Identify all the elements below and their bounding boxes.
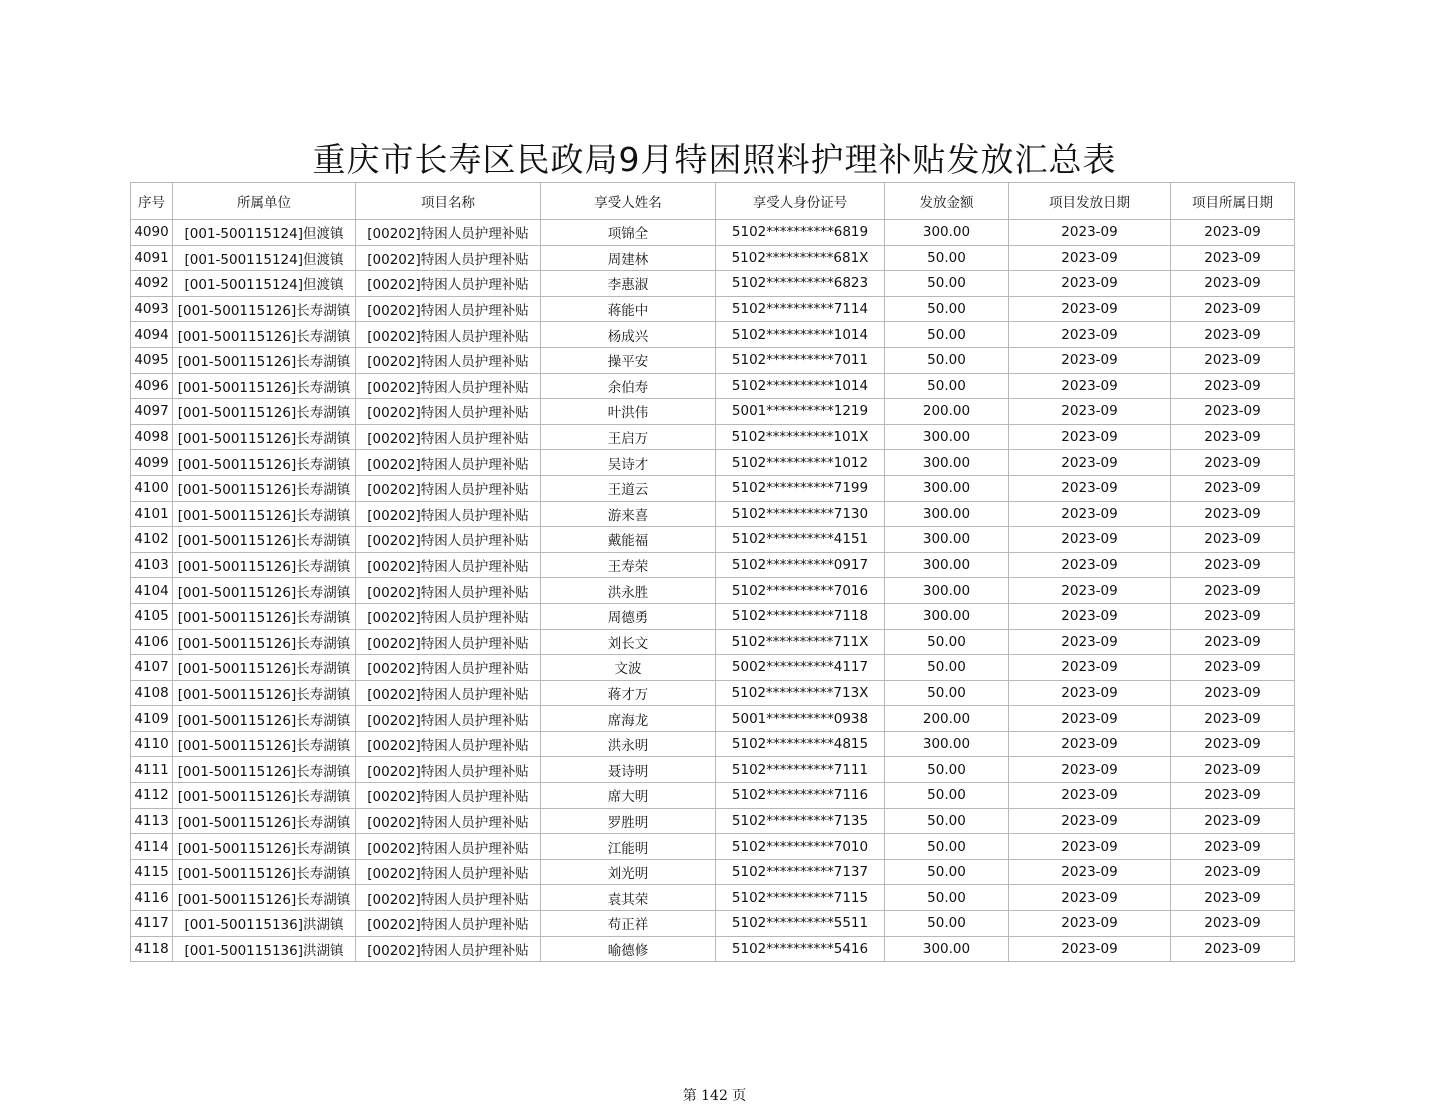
project-cell: [00202]特困人员护理补贴 xyxy=(356,783,541,809)
index-cell: 4100 xyxy=(131,475,173,501)
project-cell: [00202]特困人员护理补贴 xyxy=(356,450,541,476)
amount-cell: 50.00 xyxy=(885,629,1009,655)
index-cell: 4094 xyxy=(131,322,173,348)
col-header-amount: 发放金额 xyxy=(885,183,1009,220)
project-cell: [00202]特困人员护理补贴 xyxy=(356,629,541,655)
amount-cell: 300.00 xyxy=(885,731,1009,757)
project-cell: [00202]特困人员护理补贴 xyxy=(356,552,541,578)
table-row xyxy=(131,629,1295,655)
table-row xyxy=(131,731,1295,757)
amount-cell: 300.00 xyxy=(885,450,1009,476)
period-date-cell: 2023-09 xyxy=(1171,808,1295,834)
name-cell: 洪永胜 xyxy=(541,578,716,604)
project-cell: [00202]特困人员护理补贴 xyxy=(356,322,541,348)
name-cell: 王道云 xyxy=(541,475,716,501)
issue-date-cell: 2023-09 xyxy=(1009,424,1171,450)
period-date-cell: 2023-09 xyxy=(1171,475,1295,501)
issue-date-cell: 2023-09 xyxy=(1009,347,1171,373)
project-cell: [00202]特困人员护理补贴 xyxy=(356,757,541,783)
amount-cell: 50.00 xyxy=(885,296,1009,322)
amount-cell: 300.00 xyxy=(885,475,1009,501)
name-cell: 江能明 xyxy=(541,834,716,860)
col-header-id-number: 享受人身份证号 xyxy=(716,183,885,220)
index-cell: 4098 xyxy=(131,424,173,450)
name-cell: 李惠淑 xyxy=(541,271,716,297)
table-row xyxy=(131,655,1295,681)
name-cell: 叶洪伟 xyxy=(541,399,716,425)
period-date-cell: 2023-09 xyxy=(1171,603,1295,629)
unit-cell: [001-500115126]长寿湖镇 xyxy=(173,578,356,604)
project-cell: [00202]特困人员护理补贴 xyxy=(356,475,541,501)
id-number-cell: 5102**********7111 xyxy=(716,757,885,783)
project-cell: [00202]特困人员护理补贴 xyxy=(356,731,541,757)
project-cell: [00202]特困人员护理补贴 xyxy=(356,680,541,706)
unit-cell: [001-500115126]长寿湖镇 xyxy=(173,424,356,450)
id-number-cell: 5102**********7016 xyxy=(716,578,885,604)
issue-date-cell: 2023-09 xyxy=(1009,475,1171,501)
project-cell: [00202]特困人员护理补贴 xyxy=(356,706,541,732)
amount-cell: 300.00 xyxy=(885,578,1009,604)
col-header-name: 享受人姓名 xyxy=(541,183,716,220)
id-number-cell: 5102**********6823 xyxy=(716,271,885,297)
project-cell: [00202]特困人员护理补贴 xyxy=(356,399,541,425)
period-date-cell: 2023-09 xyxy=(1171,680,1295,706)
unit-cell: [001-500115126]长寿湖镇 xyxy=(173,680,356,706)
period-date-cell: 2023-09 xyxy=(1171,885,1295,911)
table-row xyxy=(131,757,1295,783)
table-body xyxy=(131,220,1295,962)
unit-cell: [001-500115126]长寿湖镇 xyxy=(173,834,356,860)
period-date-cell: 2023-09 xyxy=(1171,220,1295,246)
project-cell: [00202]特困人员护理补贴 xyxy=(356,859,541,885)
id-number-cell: 5102**********6819 xyxy=(716,220,885,246)
issue-date-cell: 2023-09 xyxy=(1009,373,1171,399)
index-cell: 4111 xyxy=(131,757,173,783)
index-cell: 4106 xyxy=(131,629,173,655)
table-row xyxy=(131,808,1295,834)
col-header-period-date: 项目所属日期 xyxy=(1171,183,1295,220)
amount-cell: 50.00 xyxy=(885,347,1009,373)
index-cell: 4114 xyxy=(131,834,173,860)
issue-date-cell: 2023-09 xyxy=(1009,731,1171,757)
issue-date-cell: 2023-09 xyxy=(1009,322,1171,348)
period-date-cell: 2023-09 xyxy=(1171,731,1295,757)
period-date-cell: 2023-09 xyxy=(1171,322,1295,348)
id-number-cell: 5102**********0917 xyxy=(716,552,885,578)
period-date-cell: 2023-09 xyxy=(1171,347,1295,373)
project-cell: [00202]特困人员护理补贴 xyxy=(356,527,541,553)
unit-cell: [001-500115126]长寿湖镇 xyxy=(173,629,356,655)
name-cell: 周德勇 xyxy=(541,603,716,629)
name-cell: 戴能福 xyxy=(541,527,716,553)
table-row xyxy=(131,373,1295,399)
name-cell: 聂诗明 xyxy=(541,757,716,783)
period-date-cell: 2023-09 xyxy=(1171,373,1295,399)
table-row xyxy=(131,527,1295,553)
index-cell: 4103 xyxy=(131,552,173,578)
table-row xyxy=(131,706,1295,732)
unit-cell: [001-500115126]长寿湖镇 xyxy=(173,603,356,629)
issue-date-cell: 2023-09 xyxy=(1009,859,1171,885)
unit-cell: [001-500115136]洪湖镇 xyxy=(173,911,356,937)
name-cell: 王寿荣 xyxy=(541,552,716,578)
issue-date-cell: 2023-09 xyxy=(1009,450,1171,476)
table-row xyxy=(131,475,1295,501)
issue-date-cell: 2023-09 xyxy=(1009,834,1171,860)
period-date-cell: 2023-09 xyxy=(1171,424,1295,450)
id-number-cell: 5102**********4815 xyxy=(716,731,885,757)
table-row xyxy=(131,271,1295,297)
issue-date-cell: 2023-09 xyxy=(1009,603,1171,629)
amount-cell: 300.00 xyxy=(885,936,1009,962)
id-number-cell: 5001**********0938 xyxy=(716,706,885,732)
id-number-cell: 5002**********4117 xyxy=(716,655,885,681)
id-number-cell: 5102**********7199 xyxy=(716,475,885,501)
project-cell: [00202]特困人员护理补贴 xyxy=(356,271,541,297)
table-row xyxy=(131,859,1295,885)
amount-cell: 300.00 xyxy=(885,527,1009,553)
id-number-cell: 5102**********1014 xyxy=(716,373,885,399)
period-date-cell: 2023-09 xyxy=(1171,757,1295,783)
header-row xyxy=(131,183,1295,220)
issue-date-cell: 2023-09 xyxy=(1009,757,1171,783)
amount-cell: 300.00 xyxy=(885,552,1009,578)
id-number-cell: 5102**********7011 xyxy=(716,347,885,373)
index-cell: 4112 xyxy=(131,783,173,809)
index-cell: 4090 xyxy=(131,220,173,246)
project-cell: [00202]特困人员护理补贴 xyxy=(356,936,541,962)
project-cell: [00202]特困人员护理补贴 xyxy=(356,347,541,373)
unit-cell: [001-500115124]但渡镇 xyxy=(173,245,356,271)
id-number-cell: 5102**********7135 xyxy=(716,808,885,834)
issue-date-cell: 2023-09 xyxy=(1009,245,1171,271)
index-cell: 4109 xyxy=(131,706,173,732)
name-cell: 刘长文 xyxy=(541,629,716,655)
index-cell: 4105 xyxy=(131,603,173,629)
amount-cell: 50.00 xyxy=(885,373,1009,399)
project-cell: [00202]特困人员护理补贴 xyxy=(356,296,541,322)
unit-cell: [001-500115126]长寿湖镇 xyxy=(173,296,356,322)
page-title: 重庆市长寿区民政局9月特困照料护理补贴发放汇总表 xyxy=(312,140,1117,179)
id-number-cell: 5102**********4151 xyxy=(716,527,885,553)
issue-date-cell: 2023-09 xyxy=(1009,399,1171,425)
index-cell: 4116 xyxy=(131,885,173,911)
amount-cell: 50.00 xyxy=(885,911,1009,937)
table-row xyxy=(131,501,1295,527)
id-number-cell: 5102**********101X xyxy=(716,424,885,450)
unit-cell: [001-500115126]长寿湖镇 xyxy=(173,347,356,373)
issue-date-cell: 2023-09 xyxy=(1009,706,1171,732)
table-row xyxy=(131,936,1295,962)
name-cell: 袁其荣 xyxy=(541,885,716,911)
project-cell: [00202]特困人员护理补贴 xyxy=(356,911,541,937)
id-number-cell: 5102**********7114 xyxy=(716,296,885,322)
period-date-cell: 2023-09 xyxy=(1171,271,1295,297)
index-cell: 4092 xyxy=(131,271,173,297)
issue-date-cell: 2023-09 xyxy=(1009,936,1171,962)
project-cell: [00202]特困人员护理补贴 xyxy=(356,424,541,450)
name-cell: 蒋能中 xyxy=(541,296,716,322)
id-number-cell: 5102**********713X xyxy=(716,680,885,706)
table-row xyxy=(131,296,1295,322)
index-cell: 4099 xyxy=(131,450,173,476)
unit-cell: [001-500115126]长寿湖镇 xyxy=(173,399,356,425)
id-number-cell: 5001**********1219 xyxy=(716,399,885,425)
col-header-index: 序号 xyxy=(131,183,173,220)
id-number-cell: 5102**********7010 xyxy=(716,834,885,860)
period-date-cell: 2023-09 xyxy=(1171,834,1295,860)
unit-cell: [001-500115126]长寿湖镇 xyxy=(173,322,356,348)
project-cell: [00202]特困人员护理补贴 xyxy=(356,373,541,399)
period-date-cell: 2023-09 xyxy=(1171,783,1295,809)
table-row xyxy=(131,347,1295,373)
unit-cell: [001-500115126]长寿湖镇 xyxy=(173,757,356,783)
issue-date-cell: 2023-09 xyxy=(1009,783,1171,809)
issue-date-cell: 2023-09 xyxy=(1009,911,1171,937)
table-row xyxy=(131,220,1295,246)
issue-date-cell: 2023-09 xyxy=(1009,271,1171,297)
unit-cell: [001-500115126]长寿湖镇 xyxy=(173,859,356,885)
amount-cell: 50.00 xyxy=(885,322,1009,348)
table-row xyxy=(131,322,1295,348)
index-cell: 4113 xyxy=(131,808,173,834)
col-header-project: 项目名称 xyxy=(356,183,541,220)
issue-date-cell: 2023-09 xyxy=(1009,885,1171,911)
issue-date-cell: 2023-09 xyxy=(1009,527,1171,553)
name-cell: 喻德修 xyxy=(541,936,716,962)
unit-cell: [001-500115126]长寿湖镇 xyxy=(173,450,356,476)
index-cell: 4108 xyxy=(131,680,173,706)
name-cell: 杨成兴 xyxy=(541,322,716,348)
project-cell: [00202]特困人员护理补贴 xyxy=(356,885,541,911)
col-header-issue-date: 项目发放日期 xyxy=(1009,183,1171,220)
unit-cell: [001-500115124]但渡镇 xyxy=(173,220,356,246)
period-date-cell: 2023-09 xyxy=(1171,527,1295,553)
amount-cell: 300.00 xyxy=(885,424,1009,450)
id-number-cell: 5102**********7116 xyxy=(716,783,885,809)
name-cell: 罗胜明 xyxy=(541,808,716,834)
unit-cell: [001-500115126]长寿湖镇 xyxy=(173,808,356,834)
period-date-cell: 2023-09 xyxy=(1171,655,1295,681)
amount-cell: 50.00 xyxy=(885,680,1009,706)
period-date-cell: 2023-09 xyxy=(1171,296,1295,322)
id-number-cell: 5102**********1012 xyxy=(716,450,885,476)
id-number-cell: 5102**********7115 xyxy=(716,885,885,911)
amount-cell: 200.00 xyxy=(885,399,1009,425)
index-cell: 4096 xyxy=(131,373,173,399)
period-date-cell: 2023-09 xyxy=(1171,936,1295,962)
issue-date-cell: 2023-09 xyxy=(1009,808,1171,834)
amount-cell: 50.00 xyxy=(885,271,1009,297)
id-number-cell: 5102**********7137 xyxy=(716,859,885,885)
unit-cell: [001-500115126]长寿湖镇 xyxy=(173,552,356,578)
amount-cell: 200.00 xyxy=(885,706,1009,732)
table-row xyxy=(131,578,1295,604)
name-cell: 吴诗才 xyxy=(541,450,716,476)
name-cell: 余伯寿 xyxy=(541,373,716,399)
col-header-unit: 所属单位 xyxy=(173,183,356,220)
amount-cell: 50.00 xyxy=(885,655,1009,681)
table-row xyxy=(131,552,1295,578)
issue-date-cell: 2023-09 xyxy=(1009,655,1171,681)
name-cell: 刘光明 xyxy=(541,859,716,885)
amount-cell: 50.00 xyxy=(885,834,1009,860)
index-cell: 4104 xyxy=(131,578,173,604)
table-row xyxy=(131,603,1295,629)
project-cell: [00202]特困人员护理补贴 xyxy=(356,655,541,681)
name-cell: 席海龙 xyxy=(541,706,716,732)
name-cell: 项锦全 xyxy=(541,220,716,246)
period-date-cell: 2023-09 xyxy=(1171,629,1295,655)
table-row xyxy=(131,399,1295,425)
unit-cell: [001-500115126]长寿湖镇 xyxy=(173,783,356,809)
table-row xyxy=(131,245,1295,271)
amount-cell: 50.00 xyxy=(885,885,1009,911)
summary-table xyxy=(130,182,1295,962)
unit-cell: [001-500115126]长寿湖镇 xyxy=(173,885,356,911)
table-row xyxy=(131,911,1295,937)
id-number-cell: 5102**********1014 xyxy=(716,322,885,348)
project-cell: [00202]特困人员护理补贴 xyxy=(356,603,541,629)
unit-cell: [001-500115136]洪湖镇 xyxy=(173,936,356,962)
amount-cell: 300.00 xyxy=(885,603,1009,629)
project-cell: [00202]特困人员护理补贴 xyxy=(356,578,541,604)
page-number: 第 142 页 xyxy=(682,1088,747,1104)
amount-cell: 50.00 xyxy=(885,757,1009,783)
index-cell: 4102 xyxy=(131,527,173,553)
period-date-cell: 2023-09 xyxy=(1171,450,1295,476)
table-row xyxy=(131,424,1295,450)
unit-cell: [001-500115126]长寿湖镇 xyxy=(173,655,356,681)
amount-cell: 50.00 xyxy=(885,783,1009,809)
project-cell: [00202]特困人员护理补贴 xyxy=(356,501,541,527)
issue-date-cell: 2023-09 xyxy=(1009,501,1171,527)
name-cell: 操平安 xyxy=(541,347,716,373)
name-cell: 苟正祥 xyxy=(541,911,716,937)
name-cell: 洪永明 xyxy=(541,731,716,757)
id-number-cell: 5102**********5511 xyxy=(716,911,885,937)
project-cell: [00202]特困人员护理补贴 xyxy=(356,834,541,860)
index-cell: 4107 xyxy=(131,655,173,681)
name-cell: 周建林 xyxy=(541,245,716,271)
issue-date-cell: 2023-09 xyxy=(1009,680,1171,706)
index-cell: 4115 xyxy=(131,859,173,885)
issue-date-cell: 2023-09 xyxy=(1009,296,1171,322)
index-cell: 4110 xyxy=(131,731,173,757)
index-cell: 4117 xyxy=(131,911,173,937)
table-row xyxy=(131,680,1295,706)
table-row xyxy=(131,834,1295,860)
unit-cell: [001-500115126]长寿湖镇 xyxy=(173,501,356,527)
name-cell: 游来喜 xyxy=(541,501,716,527)
id-number-cell: 5102**********711X xyxy=(716,629,885,655)
unit-cell: [001-500115126]长寿湖镇 xyxy=(173,527,356,553)
amount-cell: 300.00 xyxy=(885,501,1009,527)
period-date-cell: 2023-09 xyxy=(1171,399,1295,425)
issue-date-cell: 2023-09 xyxy=(1009,578,1171,604)
issue-date-cell: 2023-09 xyxy=(1009,629,1171,655)
name-cell: 王启万 xyxy=(541,424,716,450)
period-date-cell: 2023-09 xyxy=(1171,552,1295,578)
unit-cell: [001-500115126]长寿湖镇 xyxy=(173,373,356,399)
amount-cell: 50.00 xyxy=(885,245,1009,271)
table-row xyxy=(131,783,1295,809)
name-cell: 文波 xyxy=(541,655,716,681)
period-date-cell: 2023-09 xyxy=(1171,706,1295,732)
period-date-cell: 2023-09 xyxy=(1171,578,1295,604)
table-row xyxy=(131,885,1295,911)
table-row xyxy=(131,450,1295,476)
amount-cell: 300.00 xyxy=(885,220,1009,246)
unit-cell: [001-500115126]长寿湖镇 xyxy=(173,706,356,732)
period-date-cell: 2023-09 xyxy=(1171,245,1295,271)
index-cell: 4093 xyxy=(131,296,173,322)
name-cell: 蒋才万 xyxy=(541,680,716,706)
index-cell: 4097 xyxy=(131,399,173,425)
amount-cell: 50.00 xyxy=(885,808,1009,834)
id-number-cell: 5102**********7130 xyxy=(716,501,885,527)
unit-cell: [001-500115126]长寿湖镇 xyxy=(173,731,356,757)
issue-date-cell: 2023-09 xyxy=(1009,220,1171,246)
period-date-cell: 2023-09 xyxy=(1171,911,1295,937)
project-cell: [00202]特困人员护理补贴 xyxy=(356,220,541,246)
unit-cell: [001-500115126]长寿湖镇 xyxy=(173,475,356,501)
amount-cell: 50.00 xyxy=(885,859,1009,885)
issue-date-cell: 2023-09 xyxy=(1009,552,1171,578)
index-cell: 4101 xyxy=(131,501,173,527)
name-cell: 席大明 xyxy=(541,783,716,809)
id-number-cell: 5102**********7118 xyxy=(716,603,885,629)
id-number-cell: 5102**********681X xyxy=(716,245,885,271)
project-cell: [00202]特困人员护理补贴 xyxy=(356,808,541,834)
index-cell: 4118 xyxy=(131,936,173,962)
unit-cell: [001-500115124]但渡镇 xyxy=(173,271,356,297)
index-cell: 4095 xyxy=(131,347,173,373)
id-number-cell: 5102**********5416 xyxy=(716,936,885,962)
period-date-cell: 2023-09 xyxy=(1171,859,1295,885)
period-date-cell: 2023-09 xyxy=(1171,501,1295,527)
project-cell: [00202]特困人员护理补贴 xyxy=(356,245,541,271)
index-cell: 4091 xyxy=(131,245,173,271)
